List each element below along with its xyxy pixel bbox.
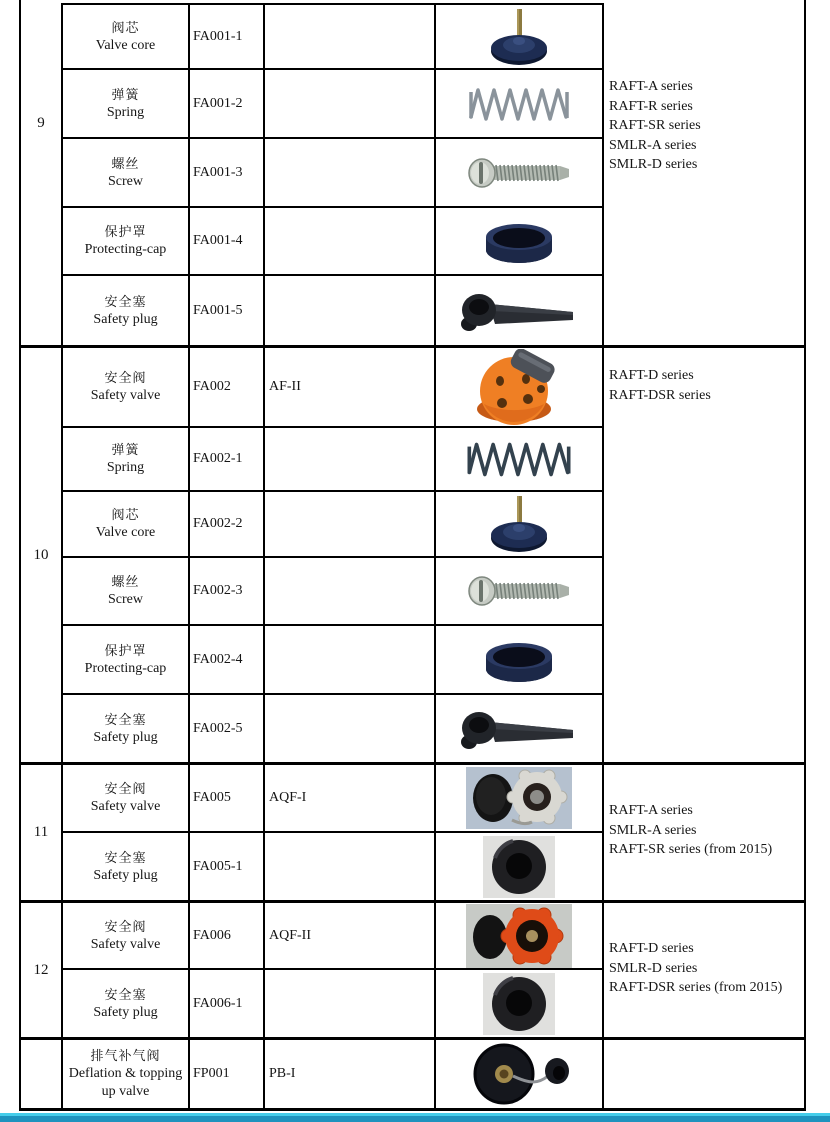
part-model-cell [265, 139, 436, 206]
part-model-cell [265, 765, 436, 831]
part-name-en: Safety plug [93, 729, 158, 745]
part-image-cell [436, 276, 604, 345]
part-name-en: Safety plug [93, 311, 158, 327]
part-name-en: Safety valve [90, 936, 161, 952]
part-image-cell [436, 903, 604, 968]
part-image-cell [436, 695, 604, 762]
part-image-cell [436, 626, 604, 693]
part-name-cell [63, 5, 190, 68]
group-number: 9 [37, 115, 45, 131]
part-code-cell [190, 208, 265, 274]
part-rows [63, 3, 604, 345]
part-name-cell [63, 428, 190, 490]
part-image-cell [436, 1040, 604, 1108]
part-name-cell [63, 1040, 190, 1108]
part-name-en: Safety valve [90, 388, 161, 403]
part-name-en: Protecting-cap [84, 660, 167, 676]
part-code-cell [190, 695, 265, 762]
part-name-en: Spring [106, 460, 145, 475]
part-name-cn: 螺丝 [111, 155, 140, 171]
part-code: FA006-1 [193, 995, 243, 1011]
group-number: 10 [33, 546, 49, 563]
part-name-cn: 保护罩 [104, 224, 147, 239]
screw-image [467, 154, 571, 192]
series-note: RAFT-D series [609, 368, 694, 383]
series-note: SMLR-D series [609, 960, 698, 976]
safety-plug-donut-photo-image [483, 973, 555, 1035]
part-row [63, 348, 604, 428]
part-rows [63, 903, 604, 1037]
part-code: FA005 [193, 790, 231, 805]
part-model: PB-I [269, 1066, 296, 1081]
part-name-cn: 弹簧 [111, 442, 140, 457]
safety-valve-af2-image [470, 349, 568, 425]
protecting-cap-image [482, 636, 556, 684]
part-rows [63, 765, 604, 900]
part-name-cn: 弹簧 [111, 86, 140, 102]
series-cell [604, 348, 804, 762]
part-code: FA001-2 [193, 95, 243, 111]
part-row [63, 833, 604, 900]
group-number-cell [21, 903, 63, 1037]
series-cell [604, 765, 804, 900]
part-rows [63, 348, 604, 762]
series-note: RAFT-DSR series [609, 387, 711, 403]
part-name-cell [63, 139, 190, 206]
parts-table [19, 0, 806, 1111]
part-code-cell [190, 5, 265, 68]
part-image-cell [436, 348, 604, 426]
part-name-cn: 安全塞 [104, 986, 147, 1002]
part-name-cell [63, 276, 190, 345]
part-image-cell [436, 765, 604, 831]
series-note: SMLR-D series [609, 157, 698, 172]
part-code: FA001-3 [193, 164, 243, 180]
group-number-cell [21, 3, 63, 345]
part-group [21, 1037, 804, 1108]
part-code-cell [190, 70, 265, 137]
spring-silver-image [462, 77, 576, 131]
safety-valve-aqf2-photo-image [466, 904, 572, 968]
part-image-cell [436, 558, 604, 624]
part-rows [63, 1040, 604, 1108]
part-name-cell [63, 208, 190, 274]
part-model-cell [265, 276, 436, 345]
part-code: FA002-4 [193, 651, 243, 667]
series-note: RAFT-A series [609, 79, 693, 94]
part-code-cell [190, 833, 265, 900]
part-code: FA001-5 [193, 302, 243, 318]
part-model-cell [265, 903, 436, 968]
series-note: RAFT-SR series [609, 118, 701, 133]
part-model-cell [265, 5, 436, 68]
part-name-en: Valve core [95, 37, 156, 53]
part-name-cn: 阀芯 [111, 507, 140, 522]
part-model: AQF-I [269, 790, 307, 805]
part-row [63, 492, 604, 558]
part-model-cell [265, 695, 436, 762]
part-row [63, 70, 604, 139]
part-name-cn: 安全塞 [104, 293, 147, 309]
group-number: 12 [33, 961, 49, 978]
part-row [63, 626, 604, 695]
group-number: 11 [33, 824, 49, 840]
part-image-cell [436, 5, 604, 68]
part-row [63, 1040, 604, 1108]
part-name-cn: 安全阀 [104, 781, 147, 796]
part-name-cell [63, 695, 190, 762]
part-image-cell [436, 139, 604, 206]
part-model: AF-II [269, 379, 301, 394]
screw-image [467, 572, 571, 610]
bottom-accent-bar [0, 1112, 830, 1122]
part-name-en: Screw [108, 592, 143, 607]
part-image-cell [436, 970, 604, 1037]
part-code: FA002-5 [193, 720, 243, 736]
valve-core-image [488, 495, 550, 553]
part-code-cell [190, 558, 265, 624]
part-model-cell [265, 1040, 436, 1108]
part-name-cn: 保护罩 [104, 642, 147, 658]
part-name-cell [63, 833, 190, 900]
part-name-cell [63, 970, 190, 1037]
part-name-en: Valve core [95, 525, 156, 540]
part-code: FA001-4 [193, 233, 243, 248]
safety-plug-donut-photo-image [483, 836, 555, 898]
part-code-cell [190, 970, 265, 1037]
part-model-cell [265, 492, 436, 556]
part-row [63, 695, 604, 762]
part-group [21, 900, 804, 1037]
part-model-cell [265, 833, 436, 900]
part-group [21, 762, 804, 900]
part-name-en: Screw [108, 173, 143, 189]
part-code-cell [190, 765, 265, 831]
series-cell [604, 1040, 804, 1108]
series-cell [604, 903, 804, 1037]
part-row [63, 903, 604, 970]
part-name-cell [63, 765, 190, 831]
part-name-cn: 安全阀 [104, 918, 147, 934]
safety-valve-aqf1-photo-image [466, 767, 572, 829]
part-model-cell [265, 970, 436, 1037]
part-name-en: Deflation & topping up valve [68, 1066, 183, 1099]
part-row [63, 208, 604, 276]
series-cell [604, 3, 804, 345]
part-name-en: Safety valve [90, 799, 161, 814]
spring-dark-image [460, 431, 578, 487]
part-name-cn: 螺丝 [111, 574, 140, 589]
part-model-cell [265, 428, 436, 490]
part-row [63, 276, 604, 345]
part-row [63, 428, 604, 492]
part-code-cell [190, 492, 265, 556]
series-note: RAFT-DSR series (from 2015) [609, 980, 783, 995]
part-name-cn: 安全塞 [104, 849, 147, 865]
part-model-cell [265, 348, 436, 426]
part-code: FA002-1 [193, 451, 243, 466]
part-name-en: Spring [106, 104, 145, 120]
part-code: FA001-1 [193, 28, 243, 44]
part-name-cell [63, 903, 190, 968]
part-model-cell [265, 208, 436, 274]
part-code: FA002-3 [193, 583, 243, 598]
part-name-cn: 排气补气阀 [90, 1048, 161, 1063]
group-number-cell [21, 348, 63, 762]
part-code: FA002 [193, 379, 231, 394]
part-image-cell [436, 70, 604, 137]
part-image-cell [436, 428, 604, 490]
part-row [63, 765, 604, 833]
part-name-cn: 阀芯 [111, 19, 140, 35]
part-code-cell [190, 626, 265, 693]
part-image-cell [436, 208, 604, 274]
part-code-cell [190, 1040, 265, 1108]
part-code-cell [190, 139, 265, 206]
part-code-cell [190, 428, 265, 490]
part-image-cell [436, 833, 604, 900]
valve-core-image [488, 8, 550, 66]
group-number-cell [21, 1040, 63, 1108]
part-model-cell [265, 70, 436, 137]
series-note: RAFT-A series [609, 803, 693, 818]
part-group [21, 345, 804, 762]
part-name-cell [63, 626, 190, 693]
part-code: FA002-2 [193, 516, 243, 531]
part-code-cell [190, 348, 265, 426]
part-group [21, 3, 804, 345]
part-name-cell [63, 348, 190, 426]
part-model-cell [265, 626, 436, 693]
part-code: FA006 [193, 927, 231, 943]
series-note: RAFT-R series [609, 98, 693, 114]
series-note: RAFT-SR series (from 2015) [609, 842, 773, 857]
part-row [63, 5, 604, 70]
part-name-cn: 安全阀 [104, 370, 147, 385]
series-note: SMLR-A series [609, 137, 697, 153]
part-code-cell [190, 903, 265, 968]
part-code: FP001 [193, 1066, 230, 1081]
part-name-cell [63, 558, 190, 624]
series-note: RAFT-D series [609, 941, 694, 956]
part-row [63, 139, 604, 208]
protecting-cap-image [482, 217, 556, 265]
part-name-en: Safety plug [93, 1004, 158, 1020]
part-row [63, 970, 604, 1037]
part-image-cell [436, 492, 604, 556]
deflation-valve-image [460, 1043, 578, 1105]
series-note: SMLR-A series [609, 822, 697, 838]
part-code-cell [190, 276, 265, 345]
part-model-cell [265, 558, 436, 624]
part-name-cn: 安全塞 [104, 711, 147, 727]
safety-plug-image [459, 705, 579, 753]
part-code: FA005-1 [193, 858, 243, 874]
group-number-cell [21, 765, 63, 900]
safety-plug-image [459, 287, 579, 335]
part-model: AQF-II [269, 927, 311, 943]
part-name-en: Protecting-cap [84, 242, 167, 257]
part-name-cell [63, 70, 190, 137]
part-row [63, 558, 604, 626]
part-name-cell [63, 492, 190, 556]
part-name-en: Safety plug [93, 867, 158, 883]
